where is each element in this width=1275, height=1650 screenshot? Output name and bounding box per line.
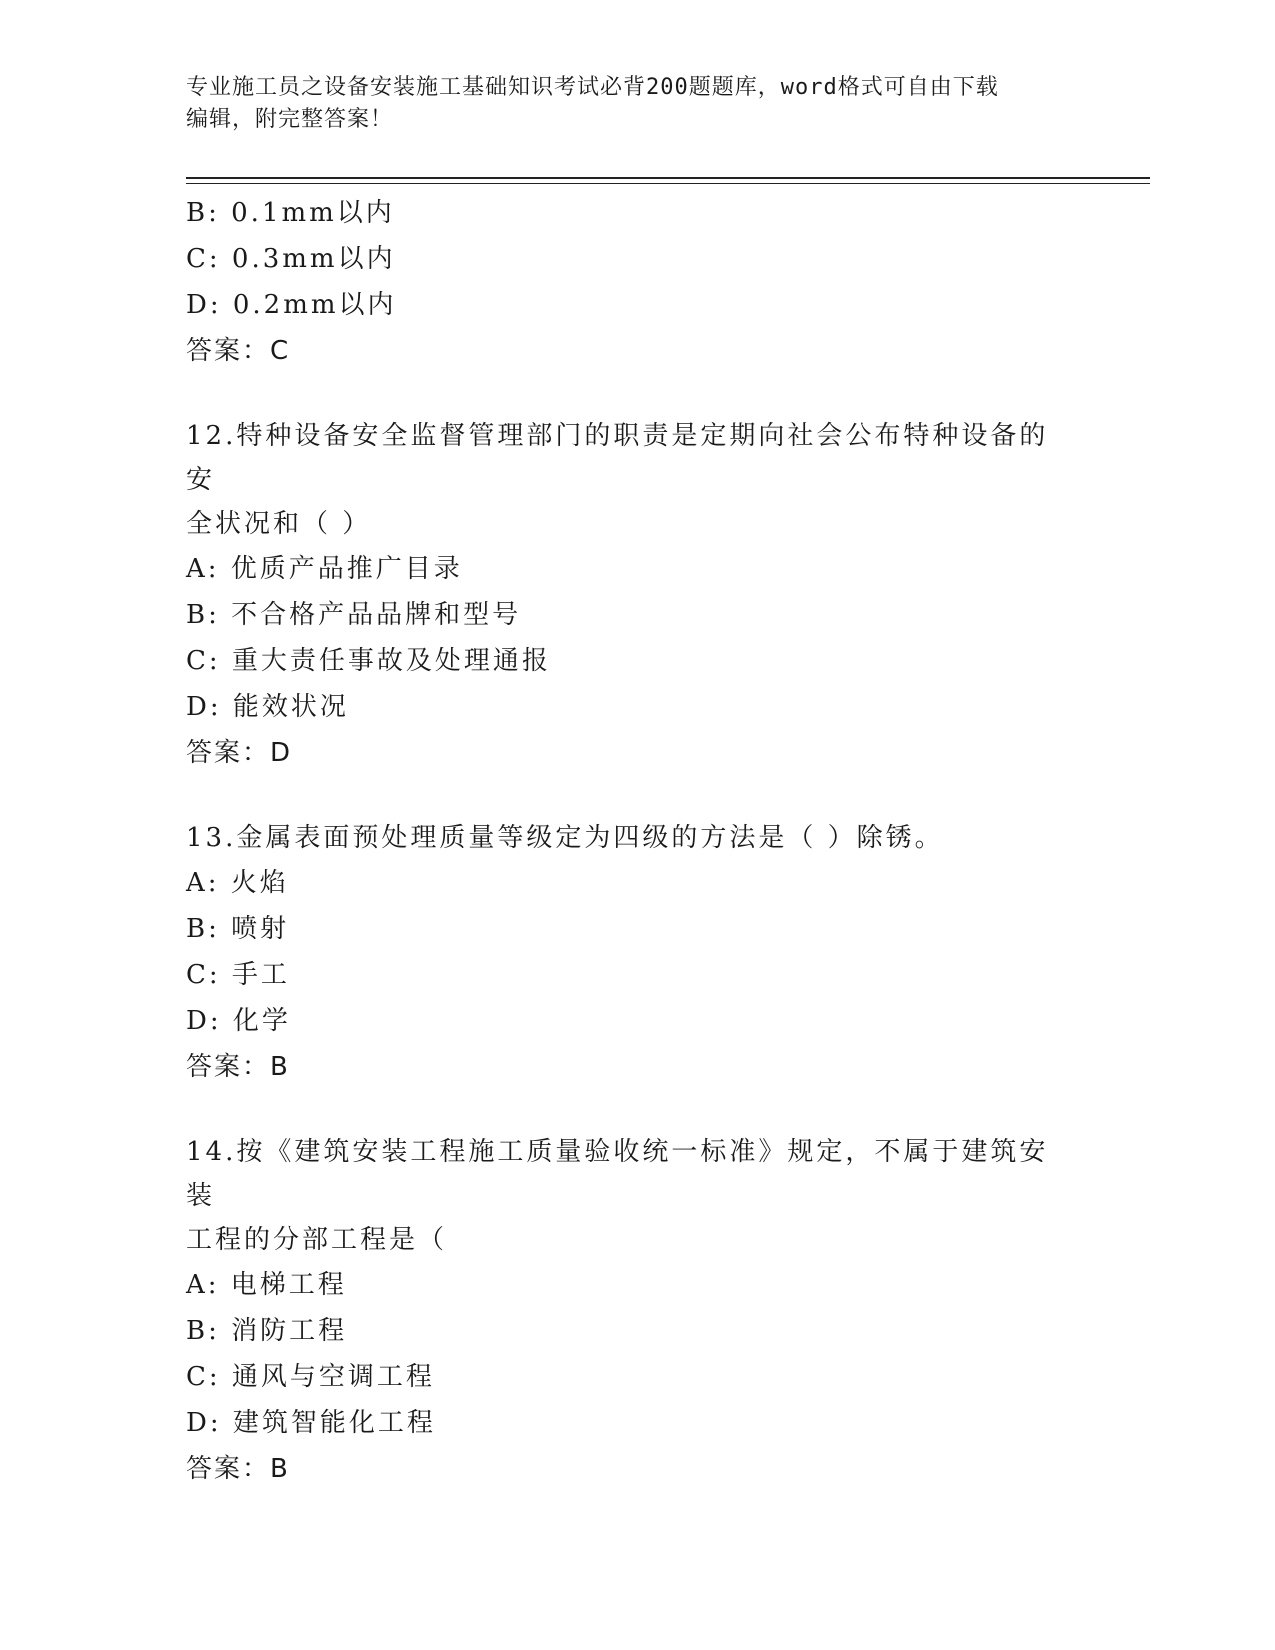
header-divider-thin: [186, 183, 1150, 184]
option-a: A: 电梯工程: [186, 1270, 347, 1300]
option-d: D: 0.2mm以内: [186, 290, 397, 320]
answer-line: 答案：B: [186, 1052, 290, 1082]
option-b: B: 不合格产品品牌和型号: [186, 600, 522, 630]
option-a: A: 优质产品推广目录: [186, 554, 463, 584]
option-b: B: 喷射: [186, 914, 290, 944]
answer-line: 答案：B: [186, 1454, 290, 1484]
question-text-line-1: 14.按《建筑安装工程施工质量验收统一标准》规定，不属于建筑安装: [186, 1137, 1049, 1211]
question-text-line-2: 工程的分部工程是（: [186, 1225, 448, 1255]
option-c: C: 通风与空调工程: [186, 1362, 435, 1392]
question-14: [186, 1130, 1086, 1492]
option-d: D: 建筑智能化工程: [186, 1408, 436, 1438]
header-title-line-1: 专业施工员之设备安装施工基础知识考试必背200题题库，word格式可自由下载: [186, 75, 999, 100]
option-c: C: 手工: [186, 960, 290, 990]
option-d: D: 化学: [186, 1006, 291, 1036]
option-c: C: 重大责任事故及处理通报: [186, 646, 551, 676]
option-d: D: 能效状况: [186, 692, 349, 722]
answer-line: 答案：C: [186, 336, 291, 366]
header-divider-thick: [186, 177, 1150, 179]
question-11-continued: [186, 190, 1086, 374]
question-text-line-1: 13.金属表面预处理质量等级定为四级的方法是（ ）除锈。: [186, 823, 944, 853]
question-list: [186, 190, 1086, 1492]
question-text-line-2: 全状况和（ ）: [186, 509, 372, 539]
answer-line: 答案：D: [186, 738, 293, 768]
question-text-line-1: 12.特种设备安全监督管理部门的职责是定期向社会公布特种设备的安: [186, 421, 1049, 495]
option-b: B: 0.1mm以内: [186, 198, 395, 228]
option-a: A: 火焰: [186, 868, 289, 898]
option-b: B: 消防工程: [186, 1316, 348, 1346]
document-header: [186, 72, 1066, 136]
question-12: [186, 414, 1086, 776]
question-13: [186, 816, 1086, 1090]
option-c: C: 0.3mm以内: [186, 244, 396, 274]
header-title-line-2: 编辑，附完整答案！: [186, 107, 394, 132]
